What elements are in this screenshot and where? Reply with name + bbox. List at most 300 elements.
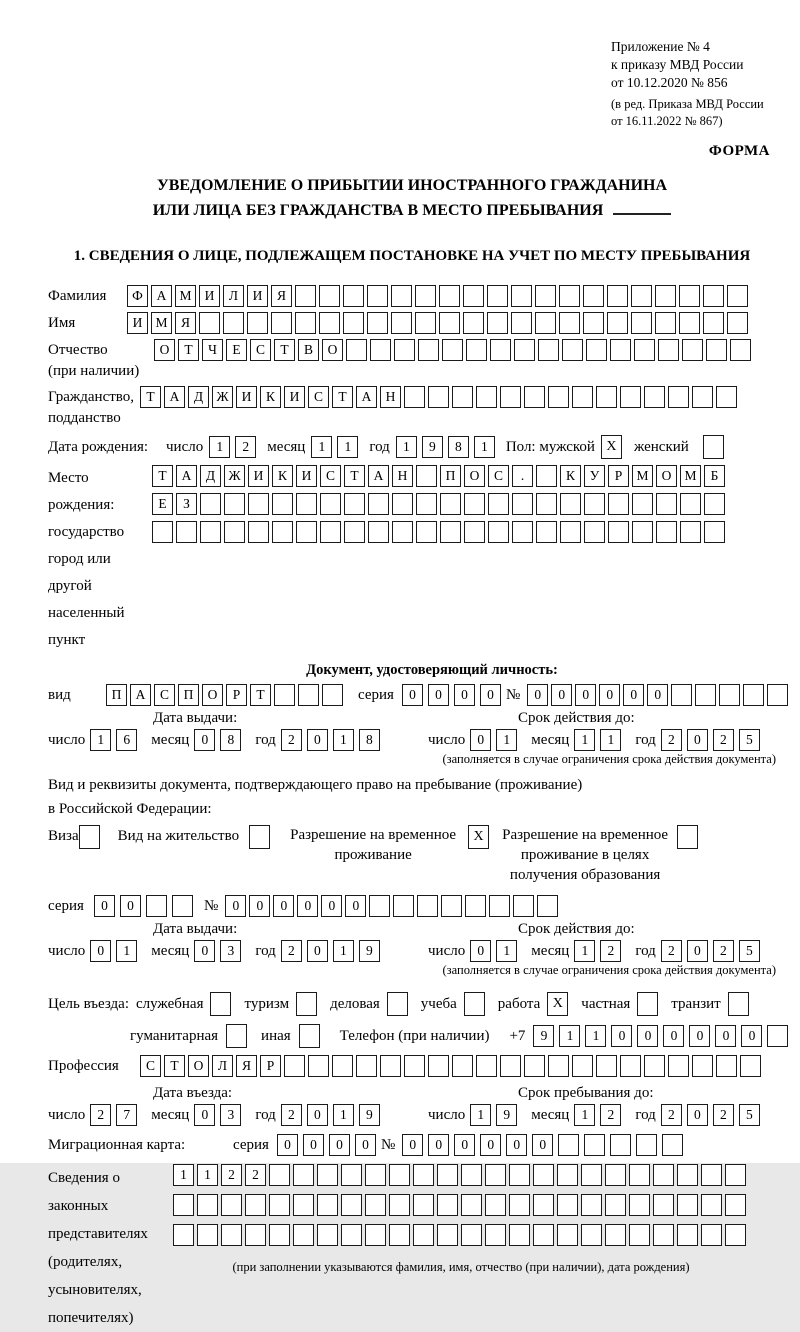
char-box[interactable] bbox=[767, 1025, 788, 1047]
char-box[interactable] bbox=[391, 285, 412, 307]
char-box[interactable]: 0 bbox=[454, 1134, 475, 1156]
char-box[interactable] bbox=[548, 1055, 569, 1077]
char-box[interactable]: 0 bbox=[532, 1134, 553, 1156]
char-box[interactable] bbox=[284, 1055, 305, 1077]
char-box[interactable] bbox=[404, 1055, 425, 1077]
char-box[interactable] bbox=[172, 895, 193, 917]
char-box[interactable]: 1 bbox=[333, 1104, 354, 1126]
char-box[interactable] bbox=[394, 339, 415, 361]
char-box[interactable]: Т bbox=[140, 386, 161, 408]
char-box[interactable]: 0 bbox=[249, 895, 270, 917]
purpose-transit-checkbox[interactable] bbox=[728, 992, 749, 1016]
char-box[interactable]: 0 bbox=[506, 1134, 527, 1156]
char-box[interactable]: Р bbox=[226, 684, 247, 706]
char-box[interactable]: 0 bbox=[194, 729, 215, 751]
char-box[interactable] bbox=[439, 285, 460, 307]
char-box[interactable]: 9 bbox=[533, 1025, 554, 1047]
char-box[interactable]: Ж bbox=[212, 386, 233, 408]
char-box[interactable] bbox=[224, 521, 245, 543]
char-box[interactable] bbox=[584, 521, 605, 543]
char-box[interactable] bbox=[706, 339, 727, 361]
char-box[interactable] bbox=[393, 895, 414, 917]
char-box[interactable]: 7 bbox=[116, 1104, 137, 1126]
char-box[interactable]: 1 bbox=[574, 1104, 595, 1126]
char-box[interactable]: Б bbox=[704, 465, 725, 487]
char-box[interactable]: К bbox=[260, 386, 281, 408]
char-box[interactable] bbox=[428, 386, 449, 408]
char-box[interactable] bbox=[631, 312, 652, 334]
char-box[interactable]: И bbox=[247, 285, 268, 307]
char-box[interactable] bbox=[559, 312, 580, 334]
char-box[interactable]: 0 bbox=[402, 1134, 423, 1156]
char-box[interactable]: Т bbox=[332, 386, 353, 408]
char-box[interactable] bbox=[269, 1164, 290, 1186]
char-box[interactable] bbox=[634, 339, 655, 361]
char-box[interactable] bbox=[701, 1224, 722, 1246]
char-box[interactable] bbox=[536, 493, 557, 515]
char-box[interactable] bbox=[740, 1055, 761, 1077]
char-box[interactable] bbox=[389, 1224, 410, 1246]
char-box[interactable] bbox=[485, 1224, 506, 1246]
char-box[interactable] bbox=[413, 1224, 434, 1246]
char-box[interactable]: 0 bbox=[470, 940, 491, 962]
char-box[interactable] bbox=[413, 1194, 434, 1216]
char-box[interactable]: 0 bbox=[689, 1025, 710, 1047]
char-box[interactable] bbox=[389, 1164, 410, 1186]
char-box[interactable]: 1 bbox=[311, 436, 332, 458]
char-box[interactable]: 0 bbox=[599, 684, 620, 706]
char-box[interactable] bbox=[415, 312, 436, 334]
char-box[interactable]: 2 bbox=[281, 1104, 302, 1126]
char-box[interactable] bbox=[620, 1055, 641, 1077]
char-box[interactable]: А bbox=[356, 386, 377, 408]
char-box[interactable]: 1 bbox=[574, 729, 595, 751]
char-box[interactable] bbox=[596, 386, 617, 408]
char-box[interactable] bbox=[317, 1164, 338, 1186]
char-box[interactable] bbox=[440, 521, 461, 543]
char-box[interactable] bbox=[562, 339, 583, 361]
char-box[interactable]: И bbox=[296, 465, 317, 487]
char-box[interactable] bbox=[369, 895, 390, 917]
char-box[interactable] bbox=[653, 1164, 674, 1186]
char-box[interactable] bbox=[605, 1164, 626, 1186]
char-box[interactable] bbox=[548, 386, 569, 408]
purpose-other-checkbox[interactable] bbox=[299, 1024, 320, 1048]
char-box[interactable] bbox=[658, 339, 679, 361]
char-box[interactable] bbox=[199, 312, 220, 334]
char-box[interactable]: Р bbox=[608, 465, 629, 487]
char-box[interactable] bbox=[296, 521, 317, 543]
char-box[interactable] bbox=[692, 1055, 713, 1077]
char-box[interactable] bbox=[607, 285, 628, 307]
char-box[interactable]: Н bbox=[392, 465, 413, 487]
char-box[interactable] bbox=[608, 521, 629, 543]
char-box[interactable] bbox=[656, 493, 677, 515]
char-box[interactable]: 0 bbox=[637, 1025, 658, 1047]
char-box[interactable] bbox=[701, 1164, 722, 1186]
char-box[interactable] bbox=[461, 1164, 482, 1186]
char-box[interactable] bbox=[404, 386, 425, 408]
char-box[interactable] bbox=[533, 1164, 554, 1186]
char-box[interactable] bbox=[332, 1055, 353, 1077]
char-box[interactable]: П bbox=[178, 684, 199, 706]
char-box[interactable] bbox=[461, 1224, 482, 1246]
char-box[interactable] bbox=[644, 1055, 665, 1077]
char-box[interactable] bbox=[269, 1194, 290, 1216]
char-box[interactable] bbox=[560, 521, 581, 543]
char-box[interactable] bbox=[296, 493, 317, 515]
char-box[interactable] bbox=[391, 312, 412, 334]
char-box[interactable] bbox=[680, 521, 701, 543]
char-box[interactable] bbox=[417, 895, 438, 917]
char-box[interactable] bbox=[176, 521, 197, 543]
char-box[interactable] bbox=[437, 1194, 458, 1216]
char-box[interactable] bbox=[341, 1194, 362, 1216]
char-box[interactable]: 9 bbox=[496, 1104, 517, 1126]
visa-checkbox[interactable] bbox=[79, 825, 100, 849]
char-box[interactable]: 2 bbox=[713, 1104, 734, 1126]
purpose-official-checkbox[interactable] bbox=[210, 992, 231, 1016]
char-box[interactable] bbox=[440, 493, 461, 515]
char-box[interactable] bbox=[656, 521, 677, 543]
char-box[interactable]: К bbox=[272, 465, 293, 487]
char-box[interactable]: 3 bbox=[220, 940, 241, 962]
char-box[interactable] bbox=[346, 339, 367, 361]
char-box[interactable]: 1 bbox=[574, 940, 595, 962]
char-box[interactable] bbox=[488, 521, 509, 543]
char-box[interactable] bbox=[581, 1164, 602, 1186]
char-box[interactable] bbox=[535, 312, 556, 334]
char-box[interactable]: Т bbox=[164, 1055, 185, 1077]
char-box[interactable]: 9 bbox=[422, 436, 443, 458]
char-box[interactable] bbox=[392, 493, 413, 515]
char-box[interactable]: Т bbox=[250, 684, 271, 706]
char-box[interactable]: А bbox=[151, 285, 172, 307]
char-box[interactable]: 5 bbox=[739, 729, 760, 751]
char-box[interactable]: 1 bbox=[197, 1164, 218, 1186]
char-box[interactable]: И bbox=[127, 312, 148, 334]
char-box[interactable]: 0 bbox=[715, 1025, 736, 1047]
char-box[interactable] bbox=[365, 1164, 386, 1186]
char-box[interactable] bbox=[452, 386, 473, 408]
char-box[interactable] bbox=[677, 1194, 698, 1216]
char-box[interactable] bbox=[653, 1194, 674, 1216]
char-box[interactable] bbox=[413, 1164, 434, 1186]
char-box[interactable] bbox=[272, 521, 293, 543]
char-box[interactable]: Т bbox=[344, 465, 365, 487]
char-box[interactable] bbox=[509, 1164, 530, 1186]
char-box[interactable] bbox=[509, 1224, 530, 1246]
char-box[interactable] bbox=[583, 312, 604, 334]
char-box[interactable] bbox=[655, 285, 676, 307]
temp-permit-edu-checkbox[interactable] bbox=[677, 825, 698, 849]
char-box[interactable] bbox=[293, 1224, 314, 1246]
char-box[interactable]: 0 bbox=[345, 895, 366, 917]
char-box[interactable]: 1 bbox=[173, 1164, 194, 1186]
char-box[interactable]: 8 bbox=[359, 729, 380, 751]
char-box[interactable] bbox=[293, 1164, 314, 1186]
char-box[interactable]: 9 bbox=[359, 940, 380, 962]
char-box[interactable]: 0 bbox=[329, 1134, 350, 1156]
char-box[interactable] bbox=[572, 386, 593, 408]
char-box[interactable] bbox=[247, 312, 268, 334]
char-box[interactable] bbox=[464, 521, 485, 543]
char-box[interactable]: М bbox=[151, 312, 172, 334]
char-box[interactable]: Л bbox=[212, 1055, 233, 1077]
char-box[interactable] bbox=[695, 684, 716, 706]
purpose-work-checkbox[interactable]: X bbox=[547, 992, 568, 1016]
char-box[interactable]: 8 bbox=[448, 436, 469, 458]
char-box[interactable] bbox=[716, 386, 737, 408]
purpose-private-checkbox[interactable] bbox=[637, 992, 658, 1016]
char-box[interactable] bbox=[583, 285, 604, 307]
char-box[interactable] bbox=[537, 895, 558, 917]
residence-permit-checkbox[interactable] bbox=[249, 825, 270, 849]
char-box[interactable] bbox=[442, 339, 463, 361]
char-box[interactable] bbox=[416, 465, 437, 487]
char-box[interactable] bbox=[500, 1055, 521, 1077]
char-box[interactable]: 2 bbox=[221, 1164, 242, 1186]
char-box[interactable] bbox=[200, 521, 221, 543]
char-box[interactable] bbox=[248, 493, 269, 515]
char-box[interactable]: М bbox=[632, 465, 653, 487]
char-box[interactable] bbox=[629, 1164, 650, 1186]
char-box[interactable] bbox=[490, 339, 511, 361]
char-box[interactable] bbox=[200, 493, 221, 515]
char-box[interactable] bbox=[500, 386, 521, 408]
char-box[interactable] bbox=[293, 1194, 314, 1216]
char-box[interactable] bbox=[272, 493, 293, 515]
char-box[interactable] bbox=[487, 285, 508, 307]
char-box[interactable]: 0 bbox=[307, 1104, 328, 1126]
char-box[interactable] bbox=[605, 1194, 626, 1216]
char-box[interactable] bbox=[271, 312, 292, 334]
char-box[interactable] bbox=[620, 386, 641, 408]
char-box[interactable] bbox=[558, 1134, 579, 1156]
char-box[interactable]: Т bbox=[274, 339, 295, 361]
char-box[interactable]: О bbox=[656, 465, 677, 487]
char-box[interactable] bbox=[559, 285, 580, 307]
char-box[interactable]: Ж bbox=[224, 465, 245, 487]
char-box[interactable]: А bbox=[130, 684, 151, 706]
char-box[interactable]: С bbox=[320, 465, 341, 487]
char-box[interactable] bbox=[631, 285, 652, 307]
char-box[interactable] bbox=[557, 1194, 578, 1216]
char-box[interactable]: 0 bbox=[355, 1134, 376, 1156]
char-box[interactable] bbox=[730, 339, 751, 361]
char-box[interactable]: 2 bbox=[661, 729, 682, 751]
char-box[interactable]: 1 bbox=[396, 436, 417, 458]
char-box[interactable] bbox=[173, 1224, 194, 1246]
char-box[interactable] bbox=[557, 1164, 578, 1186]
char-box[interactable]: С bbox=[140, 1055, 161, 1077]
char-box[interactable] bbox=[368, 493, 389, 515]
char-box[interactable]: И bbox=[284, 386, 305, 408]
char-box[interactable]: Д bbox=[188, 386, 209, 408]
char-box[interactable]: 1 bbox=[333, 940, 354, 962]
char-box[interactable] bbox=[221, 1194, 242, 1216]
char-box[interactable] bbox=[487, 312, 508, 334]
char-box[interactable] bbox=[365, 1194, 386, 1216]
char-box[interactable] bbox=[682, 339, 703, 361]
char-box[interactable] bbox=[632, 493, 653, 515]
char-box[interactable]: Т bbox=[152, 465, 173, 487]
char-box[interactable] bbox=[662, 1134, 683, 1156]
char-box[interactable]: 1 bbox=[585, 1025, 606, 1047]
char-box[interactable] bbox=[644, 386, 665, 408]
char-box[interactable] bbox=[356, 1055, 377, 1077]
char-box[interactable] bbox=[524, 1055, 545, 1077]
char-box[interactable] bbox=[367, 312, 388, 334]
char-box[interactable]: И bbox=[236, 386, 257, 408]
char-box[interactable]: 0 bbox=[551, 684, 572, 706]
purpose-business-checkbox[interactable] bbox=[387, 992, 408, 1016]
char-box[interactable] bbox=[466, 339, 487, 361]
char-box[interactable]: М bbox=[680, 465, 701, 487]
char-box[interactable] bbox=[197, 1224, 218, 1246]
char-box[interactable] bbox=[320, 493, 341, 515]
char-box[interactable] bbox=[524, 386, 545, 408]
char-box[interactable]: 2 bbox=[245, 1164, 266, 1186]
char-box[interactable] bbox=[596, 1055, 617, 1077]
char-box[interactable] bbox=[703, 285, 724, 307]
char-box[interactable]: 0 bbox=[307, 729, 328, 751]
char-box[interactable] bbox=[488, 493, 509, 515]
char-box[interactable] bbox=[221, 1224, 242, 1246]
char-box[interactable] bbox=[536, 465, 557, 487]
char-box[interactable] bbox=[610, 339, 631, 361]
char-box[interactable]: С bbox=[250, 339, 271, 361]
char-box[interactable] bbox=[389, 1194, 410, 1216]
char-box[interactable] bbox=[392, 521, 413, 543]
char-box[interactable] bbox=[692, 386, 713, 408]
char-box[interactable]: 1 bbox=[116, 940, 137, 962]
char-box[interactable]: 0 bbox=[297, 895, 318, 917]
char-box[interactable] bbox=[317, 1194, 338, 1216]
char-box[interactable] bbox=[367, 285, 388, 307]
char-box[interactable] bbox=[727, 285, 748, 307]
char-box[interactable]: М bbox=[175, 285, 196, 307]
char-box[interactable]: 1 bbox=[559, 1025, 580, 1047]
purpose-tourism-checkbox[interactable] bbox=[296, 992, 317, 1016]
char-box[interactable] bbox=[668, 1055, 689, 1077]
char-box[interactable]: 0 bbox=[273, 895, 294, 917]
char-box[interactable] bbox=[146, 895, 167, 917]
char-box[interactable]: А bbox=[164, 386, 185, 408]
char-box[interactable] bbox=[512, 493, 533, 515]
char-box[interactable] bbox=[437, 1164, 458, 1186]
char-box[interactable] bbox=[679, 312, 700, 334]
char-box[interactable]: С bbox=[308, 386, 329, 408]
char-box[interactable]: . bbox=[512, 465, 533, 487]
char-box[interactable] bbox=[308, 1055, 329, 1077]
char-box[interactable]: У bbox=[584, 465, 605, 487]
char-box[interactable] bbox=[725, 1194, 746, 1216]
sex-male-checkbox[interactable]: X bbox=[601, 435, 622, 459]
char-box[interactable] bbox=[560, 493, 581, 515]
char-box[interactable]: 2 bbox=[281, 940, 302, 962]
char-box[interactable]: 2 bbox=[600, 940, 621, 962]
char-box[interactable] bbox=[439, 312, 460, 334]
char-box[interactable] bbox=[511, 312, 532, 334]
char-box[interactable]: 2 bbox=[713, 729, 734, 751]
char-box[interactable] bbox=[680, 493, 701, 515]
char-box[interactable] bbox=[704, 521, 725, 543]
char-box[interactable] bbox=[415, 285, 436, 307]
char-box[interactable] bbox=[610, 1134, 631, 1156]
char-box[interactable] bbox=[629, 1224, 650, 1246]
char-box[interactable] bbox=[608, 493, 629, 515]
char-box[interactable] bbox=[317, 1224, 338, 1246]
char-box[interactable]: Т bbox=[178, 339, 199, 361]
char-box[interactable] bbox=[428, 1055, 449, 1077]
char-box[interactable]: О bbox=[322, 339, 343, 361]
char-box[interactable] bbox=[320, 521, 341, 543]
char-box[interactable] bbox=[441, 895, 462, 917]
char-box[interactable] bbox=[605, 1224, 626, 1246]
char-box[interactable]: О bbox=[202, 684, 223, 706]
char-box[interactable]: О bbox=[154, 339, 175, 361]
char-box[interactable]: 2 bbox=[661, 1104, 682, 1126]
char-box[interactable] bbox=[248, 521, 269, 543]
char-box[interactable] bbox=[269, 1224, 290, 1246]
char-box[interactable] bbox=[197, 1194, 218, 1216]
char-box[interactable] bbox=[341, 1164, 362, 1186]
char-box[interactable] bbox=[536, 521, 557, 543]
char-box[interactable] bbox=[343, 285, 364, 307]
char-box[interactable] bbox=[319, 312, 340, 334]
char-box[interactable] bbox=[465, 895, 486, 917]
char-box[interactable]: 2 bbox=[90, 1104, 111, 1126]
char-box[interactable] bbox=[679, 285, 700, 307]
char-box[interactable]: С bbox=[488, 465, 509, 487]
char-box[interactable]: 0 bbox=[225, 895, 246, 917]
char-box[interactable] bbox=[380, 1055, 401, 1077]
char-box[interactable]: 6 bbox=[116, 729, 137, 751]
char-box[interactable]: И bbox=[248, 465, 269, 487]
char-box[interactable] bbox=[581, 1224, 602, 1246]
char-box[interactable] bbox=[629, 1194, 650, 1216]
char-box[interactable] bbox=[727, 312, 748, 334]
char-box[interactable]: 0 bbox=[480, 1134, 501, 1156]
char-box[interactable]: П bbox=[106, 684, 127, 706]
char-box[interactable]: 0 bbox=[454, 684, 475, 706]
char-box[interactable]: Ф bbox=[127, 285, 148, 307]
char-box[interactable]: К bbox=[560, 465, 581, 487]
char-box[interactable]: Р bbox=[260, 1055, 281, 1077]
char-box[interactable] bbox=[509, 1194, 530, 1216]
char-box[interactable]: А bbox=[368, 465, 389, 487]
char-box[interactable]: Я bbox=[271, 285, 292, 307]
purpose-humanitarian-checkbox[interactable] bbox=[226, 1024, 247, 1048]
char-box[interactable] bbox=[511, 285, 532, 307]
char-box[interactable] bbox=[485, 1194, 506, 1216]
char-box[interactable]: 0 bbox=[120, 895, 141, 917]
char-box[interactable]: 0 bbox=[611, 1025, 632, 1047]
char-box[interactable] bbox=[743, 684, 764, 706]
char-box[interactable]: 0 bbox=[687, 940, 708, 962]
char-box[interactable] bbox=[725, 1164, 746, 1186]
char-box[interactable] bbox=[677, 1164, 698, 1186]
char-box[interactable] bbox=[343, 312, 364, 334]
char-box[interactable]: С bbox=[154, 684, 175, 706]
char-box[interactable]: Я bbox=[236, 1055, 257, 1077]
char-box[interactable]: 0 bbox=[428, 684, 449, 706]
char-box[interactable] bbox=[767, 684, 788, 706]
char-box[interactable] bbox=[437, 1224, 458, 1246]
char-box[interactable]: 2 bbox=[661, 940, 682, 962]
char-box[interactable] bbox=[298, 684, 319, 706]
